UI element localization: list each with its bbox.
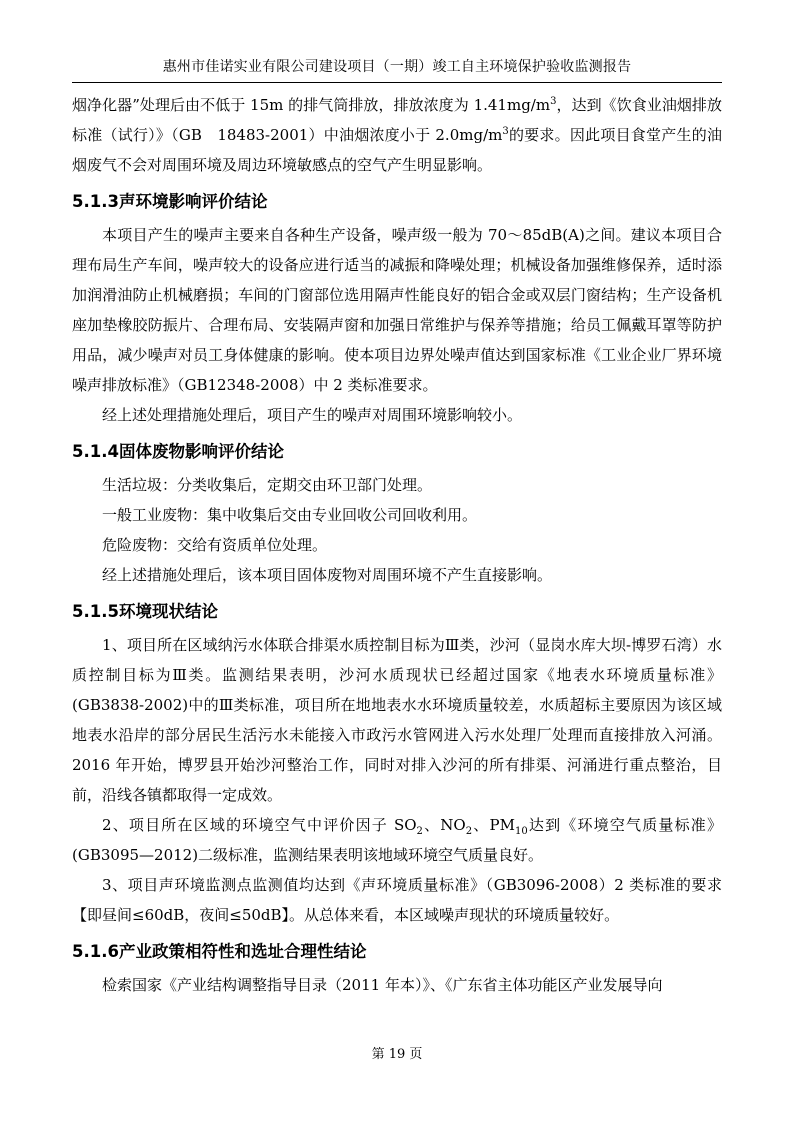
section-heading-5-1-4: 5.1.4固体废物影响评价结论 xyxy=(72,442,284,461)
paragraph-smoke: 烟净化器”处理后由不低于 15m 的排气筒排放，排放浓度为 $1.41mg/m^3$，达到《饮食业油烟排放标准（试行）》（GB 18483-2001）中油烟浓度小于 $2.0mg/m^3$的要求。因此项目食堂产生的油烟废气不会对周围环境及周边环境敏感点的空气产生明显影响。 xyxy=(72,96,722,174)
paragraph-status-1: 1、项目所在区域纳污水体联合排渠水质控制目标为Ⅲ类，沙河（显岗水库大坝-博罗石湾）水质控制目标为Ⅲ类。监测结果表明，沙河水质现状已经超过国家《地表水环境质量标准》(GB3838-2002)中的Ⅲ类标准，项目所在地地表水水环境质量较差，水质超标主要原因为该区域地表水沿岸的部分居民生活污水未能接入市政污水管网进入污水处理厂处理而直接排放入河涌。2016 年开始，博罗县开始沙河整治工作，同时对排入沙河的所有排渠、河涌进行重点整治，目前，沿线各镇都取得一定成效。 xyxy=(72,636,722,804)
paragraph-waste-4: 经上述措施处理后，该本项目固体废物对周围环境不产生直接影响。 xyxy=(102,566,553,584)
paragraph-status-2: 2、项目所在区域的环境空气中评价因子 $SO_2$、$NO_2$、$PM_{10}$达到《环境空气质量标准》(GB3095—2012)二级标准，监测结果表明该地域环境空气质量良好。 xyxy=(72,816,722,864)
paragraph-waste-1: 生活垃圾：分类收集后，定期交由环卫部门处理。 xyxy=(102,476,433,494)
document-body xyxy=(72,90,722,1000)
paragraph-noise-2: 经上述处理措施处理后，项目产生的噪声对周围环境影响较小。 xyxy=(102,406,523,424)
paragraph-waste-2: 一般工业废物：集中收集后交由专业回收公司回收利用。 xyxy=(102,506,478,524)
section-heading-5-1-5: 5.1.5环境现状结论 xyxy=(72,602,218,621)
paragraph-noise-1: 本项目产生的噪声主要来自各种生产设备，噪声级一般为 70～85dB(A)之间。建议本项目合理布局生产车间，噪声较大的设备应进行适当的减振和降噪处理；机械设备加强维修保养，适时添加润滑油防止机械磨损；车间的门窗部位选用隔声性能良好的铝合金或双层门窗结构；生产设备机座加垫橡胶防振片、合理布局、安装隔声窗和加强日常维护与保养等措施；给员工佩戴耳罩等防护用品，减少噪声对员工身体健康的影响。使本项目边界处噪声值达到国家标准《工业企业厂界环境噪声排放标准》（GB12348-2008）中 2 类标准要求。 xyxy=(72,226,722,394)
section-heading-5-1-6: 5.1.6产业政策相符性和选址合理性结论 xyxy=(72,942,367,961)
section-heading-5-1-3: 5.1.3声环境影响评价结论 xyxy=(72,192,268,211)
paragraph-status-3: 3、项目声环境监测点监测值均达到《声环境质量标准》（GB3096-2008）2 类标准的要求【即昼间≤60dB，夜间≤50dB】。从总体来看，本区域噪声现状的环境质量较好。 xyxy=(72,876,722,924)
paragraph-waste-3: 危险废物：交给有资质单位处理。 xyxy=(102,536,328,554)
page-number: 第 19 页 xyxy=(371,1047,423,1062)
page-header: 惠州市佳诺实业有限公司建设项目（一期）竣工自主环境保护验收监测报告 xyxy=(72,56,722,83)
paragraph-policy-1: 检索国家《产业结构调整指导目录（2011 年本）》、《广东省主体功能区产业发展导向 xyxy=(102,976,663,994)
